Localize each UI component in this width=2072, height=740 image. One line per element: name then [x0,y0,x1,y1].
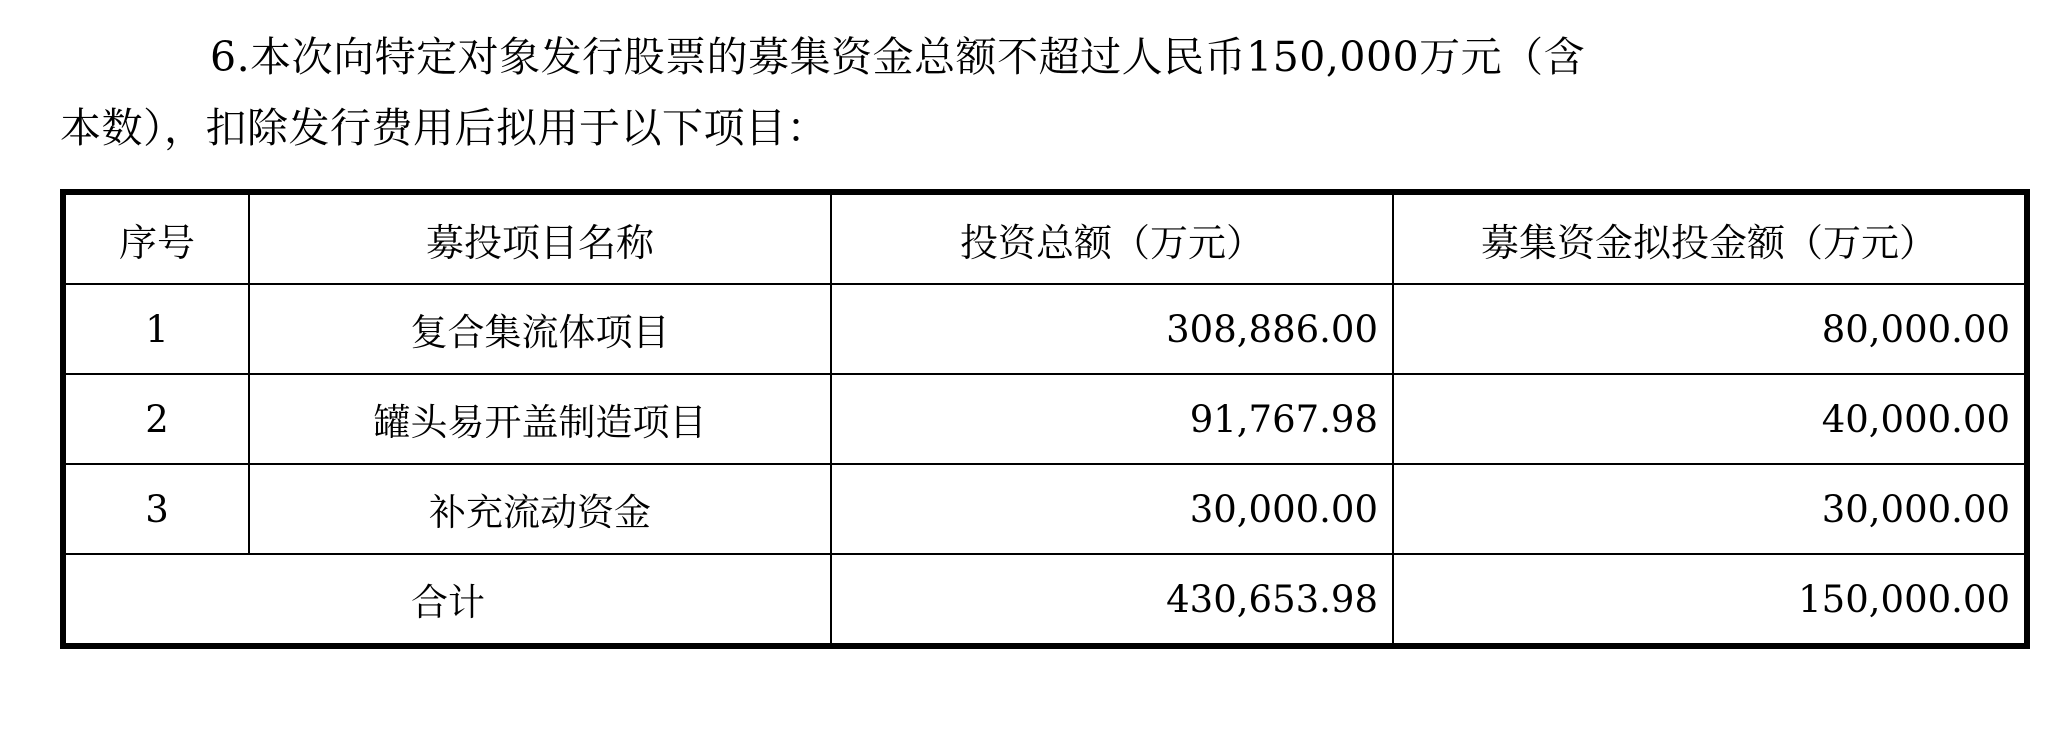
cell-seq: 3 [63,464,249,554]
header-cell-total: 投资总额（万元） [831,192,1393,284]
cell-total: 91,767.98 [831,374,1393,464]
table-header [63,192,2027,284]
cell-raise-sum: 150,000.00 [1393,554,2027,646]
cell-total-sum: 430,653.98 [831,554,1393,646]
cell-total-label: 合计 [63,554,831,646]
cell-raise: 30,000.00 [1393,464,2027,554]
table-total-row [63,554,2027,646]
paragraph-line-2: 本数），扣除发行费用后拟用于以下项目： [60,103,828,152]
table-row [63,464,2027,554]
cell-name: 复合集流体项目 [249,284,831,374]
header-cell-seq: 序号 [63,192,249,284]
header-cell-name: 募投项目名称 [249,192,831,284]
header-cell-raise: 募集资金拟投金额（万元） [1393,192,2027,284]
table-header-row [63,192,2027,284]
table-row [63,374,2027,464]
cell-raise: 40,000.00 [1393,374,2027,464]
cell-name: 补充流动资金 [249,464,831,554]
cell-total: 308,886.00 [831,284,1393,374]
table-body [63,284,2027,646]
cell-raise: 80,000.00 [1393,284,2027,374]
fund-usage-table [60,189,2030,649]
paragraph-line-1 [60,22,1982,93]
table-container [0,189,2072,649]
paragraph-line-1-text: 6.本次向特定对象发行股票的募集资金总额不超过人民币150,000万元（含 [210,33,1586,81]
paragraph-block [0,0,2072,163]
cell-name: 罐头易开盖制造项目 [249,374,831,464]
cell-seq: 2 [63,374,249,464]
table-row [63,284,2027,374]
cell-total: 30,000.00 [831,464,1393,554]
cell-seq: 1 [63,284,249,374]
